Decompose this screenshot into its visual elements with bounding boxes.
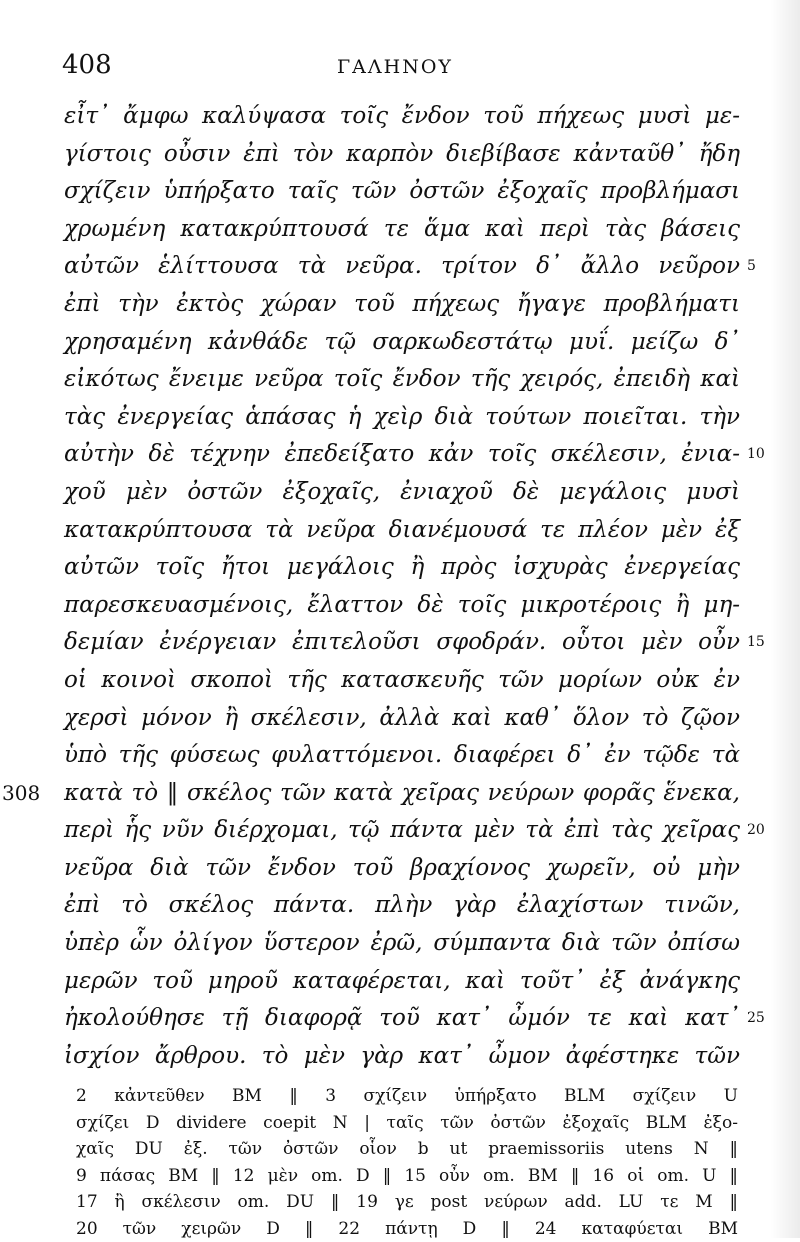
text-line <box>64 98 744 136</box>
text-line <box>64 587 744 625</box>
line-number: 5 <box>747 248 756 286</box>
margin-page-reference: 308 <box>2 775 40 813</box>
page-number: 408 <box>62 50 112 80</box>
line-text: περὶ ἧς νῦν διέρχομαι, τῷ πάντα μὲν τὰ ἐπὶ τὰς χεῖρας <box>64 812 740 850</box>
line-text: μερῶν τοῦ μηροῦ καταφέρεται, καὶ τοῦτ᾽ ἐξ ἀνάγκης <box>64 963 740 1001</box>
line-text: χερσὶ μόνον ἢ σκέλεσιν, ἀλλὰ καὶ καθ᾽ ὅλον τὸ ζῷον <box>64 700 740 738</box>
text-line <box>64 624 744 662</box>
text-line <box>64 549 744 587</box>
text-line <box>64 737 744 775</box>
line-text: εἶτ᾽ ἄμφω καλύψασα τοῖς ἔνδον τοῦ πήχεως μυσὶ με- <box>64 98 740 136</box>
text-line <box>64 887 744 925</box>
line-text: σχίζειν ὑπήρξατο ταῖς τῶν ὀστῶν ἐξοχαῖς προβλήμασι <box>64 173 740 211</box>
text-line <box>64 963 744 1001</box>
text-line <box>64 775 744 813</box>
apparatus-line: 2 κἀντεῦθεν BM ‖ 3 σχίζειν ὑπήρξατο BLM σχίζειν U <box>76 1083 738 1110</box>
text-line <box>64 136 744 174</box>
line-number: 10 <box>747 436 765 474</box>
apparatus-line: 20 τῶν χειρῶν D ‖ 22 πάντῃ D ‖ 24 καταφύεται BM <box>76 1216 738 1242</box>
text-line <box>64 361 744 399</box>
line-text: ἰσχίον ἄρθρου. τὸ μὲν γὰρ κατ᾽ ὦμον ἀφέστηκε τῶν <box>64 1038 740 1076</box>
text-line <box>64 925 744 963</box>
critical-apparatus <box>76 1083 738 1242</box>
text-line <box>64 436 744 474</box>
text-line <box>64 248 744 286</box>
line-text: παρεσκευασμένοις, ἔλαττον δὲ τοῖς μικροτέροις ἢ μη- <box>64 587 740 625</box>
line-text: κατὰ τὸ ‖ σκέλος τῶν κατὰ χεῖρας νεύρων φορᾶς ἕνεκα, <box>64 775 740 813</box>
text-line <box>64 324 744 362</box>
apparatus-line: χαῖς DU ἐξ. τῶν ὀστῶν οἷον b ut praemissoriis utens N ‖ <box>76 1136 738 1163</box>
line-text: χοῦ μὲν ὀστῶν ἐξοχαῖς, ἐνιαχοῦ δὲ μεγάλοις μυσὶ <box>64 474 740 512</box>
page-header <box>62 50 760 90</box>
text-line <box>64 474 744 512</box>
line-text: οἱ κοινοὶ σκοποὶ τῆς κατασκευῆς τῶν μορίων οὐκ ἐν <box>64 662 740 700</box>
text-line <box>64 399 744 437</box>
line-text: χρησαμένη κἀνθάδε τῷ σαρκωδεστάτῳ μυΐ. μείζω δ᾽ <box>64 324 740 362</box>
running-head: ΓΑΛΗΝΟΥ <box>337 56 453 78</box>
text-line <box>64 812 744 850</box>
text-line <box>64 512 744 550</box>
line-text: τὰς ἐνεργείας ἁπάσας ἡ χεὶρ διὰ τούτων ποιεῖται. τὴν <box>64 399 740 437</box>
text-line <box>64 1000 744 1038</box>
line-text: αὐτῶν τοῖς ἤτοι μεγάλοις ἢ πρὸς ἰσχυρὰς ἐνεργείας <box>64 549 740 587</box>
main-text <box>64 98 744 1075</box>
text-line <box>64 700 744 738</box>
line-text: ἐπὶ τὴν ἐκτὸς χώραν τοῦ πήχεως ἤγαγε προβλήματι <box>64 286 740 324</box>
line-text: εἰκότως ἔνειμε νεῦρα τοῖς ἔνδον τῆς χειρός, ἐπειδὴ καὶ <box>64 361 740 399</box>
text-line <box>64 1038 744 1076</box>
line-text: ἐπὶ τὸ σκέλος πάντα. πλὴν γὰρ ἐλαχίστων τινῶν, <box>64 887 740 925</box>
apparatus-line: 9 πάσας BM ‖ 12 μὲν om. D ‖ 15 οὖν om. BM ‖ 16 οἱ om. U ‖ <box>76 1163 738 1190</box>
line-text: αὐτῶν ἑλίττουσα τὰ νεῦρα. τρίτον δ᾽ ἄλλο νεῦρον <box>64 248 740 286</box>
line-text: αὐτὴν δὲ τέχνην ἐπεδείξατο κἀν τοῖς σκέλεσιν, ἐνια- <box>64 436 740 474</box>
line-number: 25 <box>747 1000 765 1038</box>
line-text: ὑπὲρ ὧν ὀλίγον ὕστερον ἐρῶ, σύμπαντα διὰ τῶν ὀπίσω <box>64 925 740 963</box>
line-text: δεμίαν ἐνέργειαν ἐπιτελοῦσι σφοδράν. οὗτοι μὲν οὖν <box>64 624 740 662</box>
line-text: γίστοις οὖσιν ἐπὶ τὸν καρπὸν διεβίβασε κἀνταῦθ᾽ ἤδη <box>64 136 740 174</box>
line-number: 20 <box>747 812 765 850</box>
text-line <box>64 286 744 324</box>
line-text: ὑπὸ τῆς φύσεως φυλαττόμενοι. διαφέρει δ᾽ ἐν τῷδε τὰ <box>64 737 740 775</box>
apparatus-line: σχίζει D dividere coepit N | ταῖς τῶν ὀστῶν ἐξοχαῖς BLM ἐξο- <box>76 1110 738 1137</box>
line-text: ἠκολούθησε τῇ διαφορᾷ τοῦ κατ᾽ ὦμόν τε καὶ κατ᾽ <box>64 1000 740 1038</box>
text-line <box>64 850 744 888</box>
line-number: 15 <box>747 624 765 662</box>
text-line <box>64 173 744 211</box>
apparatus-line: 17 ἢ σκέλεσιν om. DU ‖ 19 γε post νεύρων add. LU τε M ‖ <box>76 1189 738 1216</box>
text-line <box>64 662 744 700</box>
text-line <box>64 211 744 249</box>
line-text: χρωμένη κατακρύπτουσά τε ἅμα καὶ περὶ τὰς βάσεις <box>64 211 740 249</box>
line-text: κατακρύπτουσα τὰ νεῦρα διανέμουσά τε πλέον μὲν ἐξ <box>64 512 740 550</box>
line-text: νεῦρα διὰ τῶν ἔνδον τοῦ βραχίονος χωρεῖν, οὐ μὴν <box>64 850 740 888</box>
